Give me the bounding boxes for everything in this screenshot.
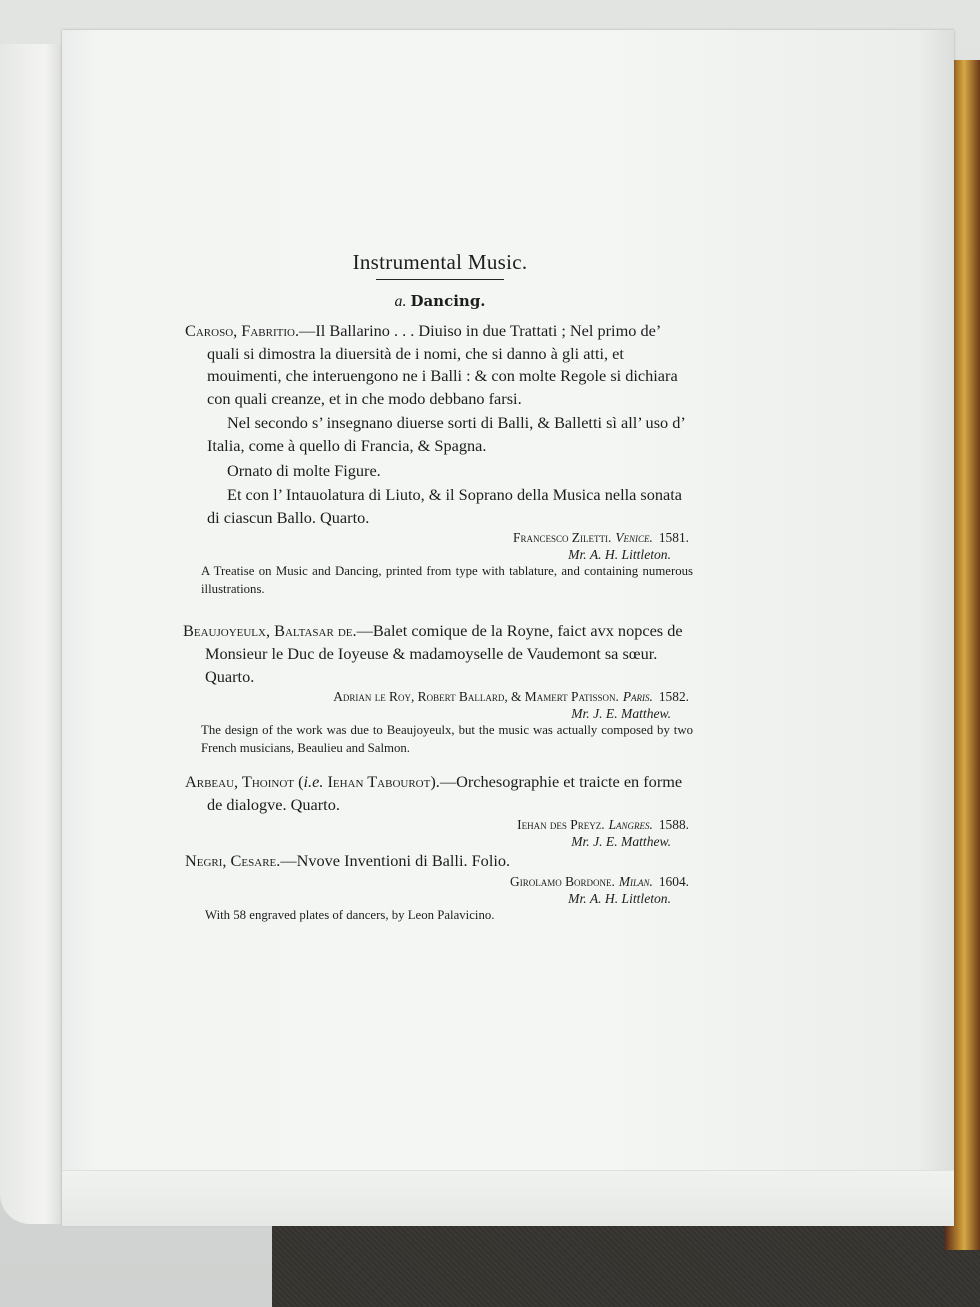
entry-owner: Mr. A. H. Littleton. [568, 890, 671, 906]
left-page-edge [0, 44, 65, 1224]
entry-year: 1588. [658, 817, 689, 833]
entry-year: 1604. [658, 873, 689, 889]
entry-note: A Treatise on Music and Dancing, printed from type with tablature, and containing numerous illustrations. [201, 564, 693, 596]
entry-author: Caroso, Fabritio. [185, 321, 300, 340]
entry-printer: Iehan des Preyz. [517, 817, 605, 833]
entry-printer: Adrian le Roy, Robert Ballard, & Mamert Patisson. [333, 689, 619, 705]
entry-imprint [185, 529, 695, 546]
entry-note: With 58 engraved plates of dancers, by Leon Palavicino. [205, 907, 495, 922]
entry-owner: Mr. J. E. Matthew. [571, 706, 671, 722]
entry-printer: Francesco Ziletti. [513, 530, 612, 546]
bibliography-entry-negri [185, 850, 695, 924]
entry-imprint [185, 816, 695, 833]
entry-city: Langres. [608, 817, 653, 833]
entry-imprint [185, 873, 695, 890]
bibliography-entry-beaujoyeulx [185, 620, 695, 757]
entry-printer: Girolamo Bordone. [510, 873, 615, 889]
entry-title: —Il Ballarino . . . Diuiso in due Trattati ; Nel primo de’ quali si dimostra la diuersità de i nomi, che si danno à gli atti, et mouimenti, che interuengono ne i Balli : & con molte Regole si dichiara con quali creanze, et in che modo debbano farsi. [207, 321, 678, 408]
bibliography-entry-caroso [185, 320, 695, 598]
entry-heading: Arbeau, Thoinot (i.e. Iehan Tabourot).—Orchesographie et traicte en forme de dialogve. Quarto. [185, 772, 683, 814]
entry-note: The design of the work was due to Beaujoyeulx, but the music was actually composed by two French musicians, Beaulieu and Salmon. [201, 723, 693, 755]
entry-author-ie: i.e. [303, 772, 324, 792]
entry-paragraph: Nel secondo s’ insegnano diuerse sorti di Balli, & Balletti sì all’ uso d’ Italia, come à quello di Francia, & Spagna. [207, 413, 685, 455]
entry-title: —Balet comique de la Royne, faict avx nopces de Monsieur le Duc de Ioyeuse & madamoyselle de Vaudemont sa sœur. Quarto. [205, 621, 683, 686]
page-fold-edge [62, 1170, 954, 1226]
entry-title: —Orchesographie et traicte en forme de dialogve. Quarto. [207, 772, 683, 814]
entry-author: Arbeau, Thoinot [185, 772, 294, 792]
page-content [185, 250, 695, 924]
entry-owner: Mr. A. H. Littleton. [568, 547, 671, 563]
entry-owner: Mr. J. E. Matthew. [571, 834, 671, 850]
entry-year: 1582. [658, 689, 689, 705]
entry-year: 1581. [658, 530, 689, 546]
bibliography-entry-arbeau [185, 771, 695, 850]
entry-paragraph: Et con l’ Intauolatura di Liuto, & il Soprano della Musica nella sonata di ciascun Ballo. Quarto. [207, 485, 682, 527]
entry-paragraph: Ornato di molte Figure. [227, 460, 381, 480]
title-rule [376, 279, 504, 280]
section-letter: a. [394, 293, 407, 310]
entry-heading [185, 850, 695, 873]
entry-author: Beaujoyeulx, Baltasar de. [183, 621, 357, 641]
entry-imprint [185, 688, 695, 705]
entry-heading [185, 320, 695, 410]
entry-heading [183, 620, 695, 688]
page-title: Instrumental Music. [352, 250, 528, 274]
entry-city: Milan. [618, 873, 653, 889]
entry-city: Venice. [615, 530, 653, 546]
entry-author: Negri, Cesare. [185, 851, 281, 871]
entry-title: —Nvove Inventioni di Balli. Folio. [280, 851, 511, 871]
section-word: Dancing. [410, 292, 486, 310]
section-heading [185, 292, 695, 311]
entry-author-alias: Iehan Tabourot [327, 772, 431, 792]
entry-city: Paris. [622, 689, 653, 705]
